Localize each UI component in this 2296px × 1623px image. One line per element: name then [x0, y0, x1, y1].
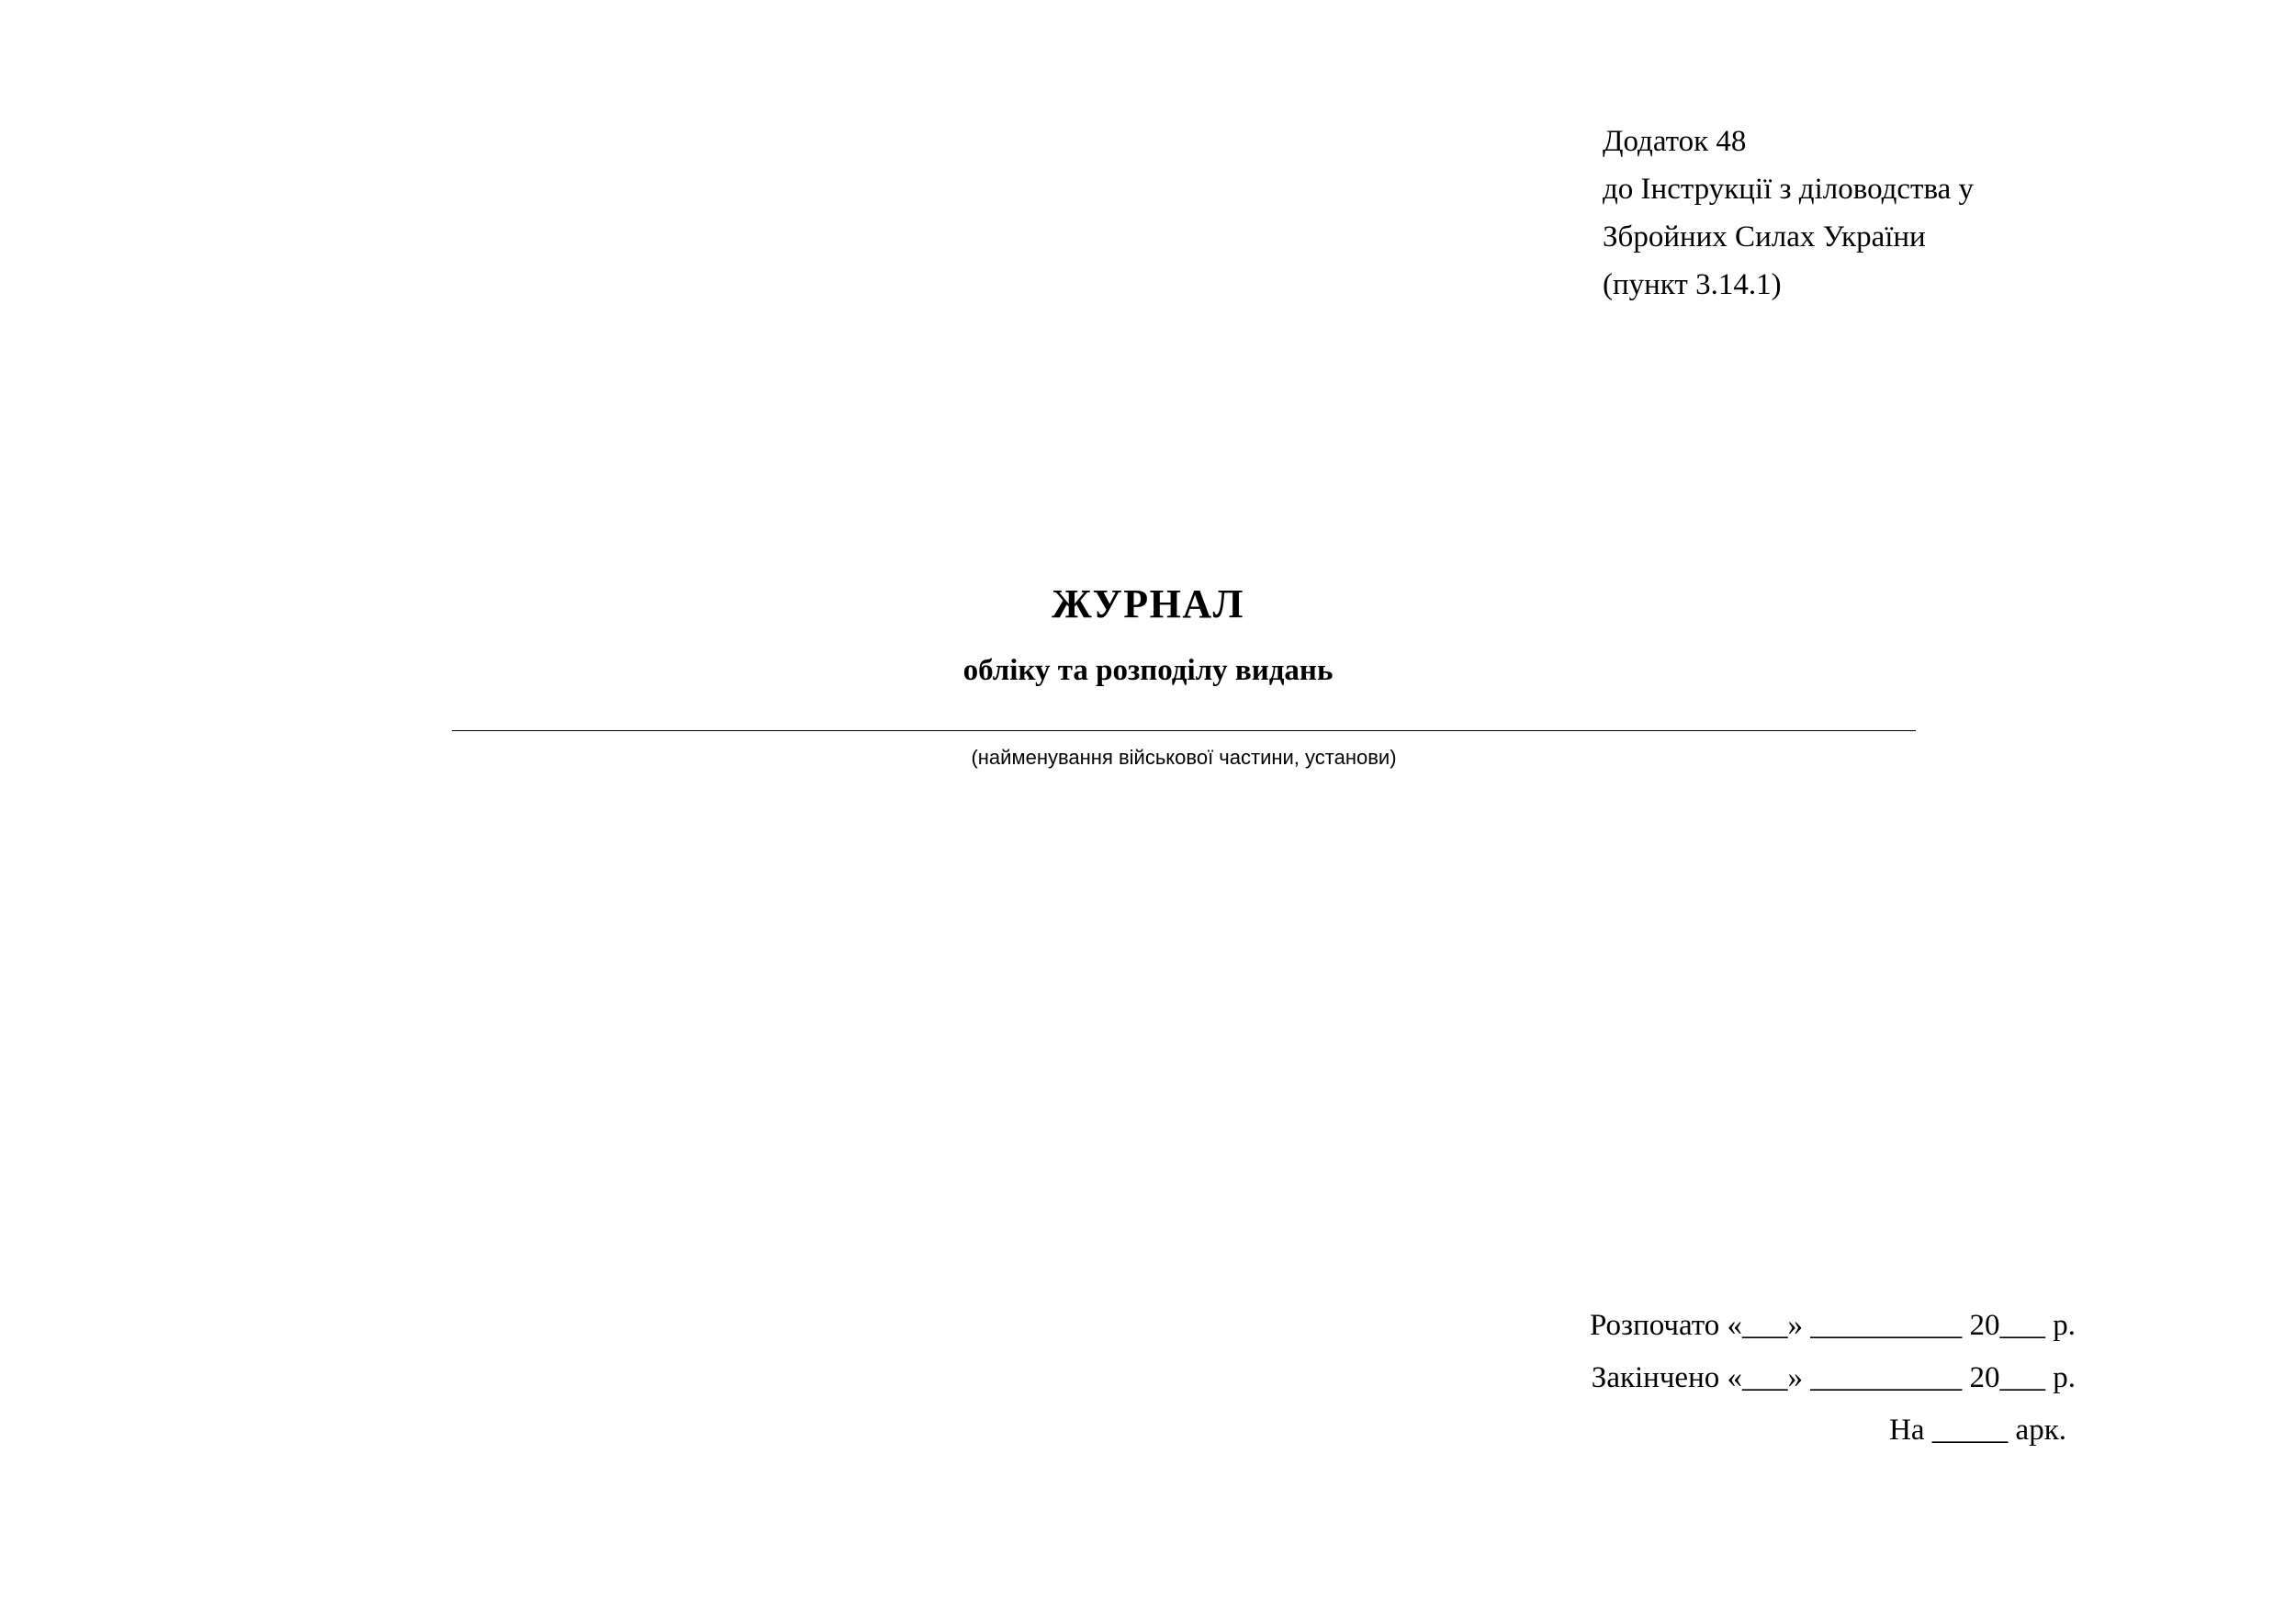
organization-name-rule — [452, 730, 1916, 731]
journal-dates-block — [1194, 1300, 2076, 1457]
page-subtitle: обліку та розподілу видань — [962, 654, 1334, 687]
sheet-count-line: На _____ арк. — [1889, 1414, 2066, 1447]
organization-name-caption: (найменування військової частини, установи) — [971, 746, 1397, 769]
started-date-line: Розпочато «___» __________ 20___ р. — [1590, 1309, 2076, 1342]
appendix-reference-block — [1603, 118, 2245, 309]
appendix-line-instruction: до Інструкції з діловодства у — [1603, 173, 1975, 206]
appendix-line-forces: Збройних Силах України — [1603, 220, 1926, 254]
finished-date-line: Закінчено «___» __________ 20___ р. — [1591, 1361, 2076, 1394]
appendix-line-number: Додаток 48 — [1603, 125, 1747, 158]
appendix-line-clause: (пункт 3.14.1) — [1603, 268, 1782, 301]
page-title: ЖУРНАЛ — [1052, 581, 1244, 626]
